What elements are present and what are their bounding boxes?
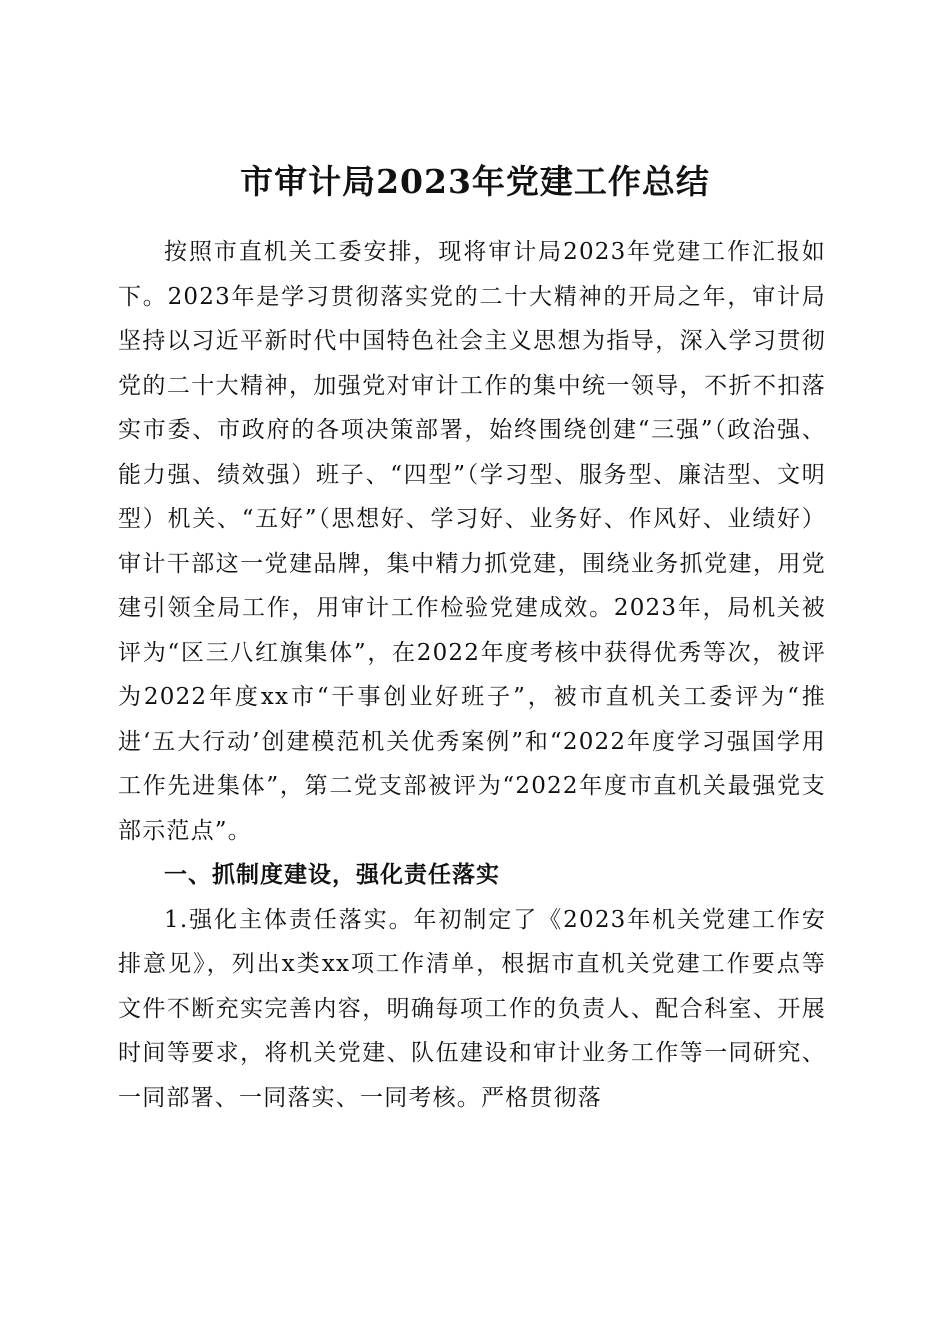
document-body	[118, 230, 826, 1120]
intro-paragraph: 按照市直机关工委安排，现将审计局2023年党建工作汇报如下。2023年是学习贯彻落实党的二十大精神的开局之年，审计局坚持以习近平新时代中国特色社会主义思想为指导，深入学习贯彻党的二十大精神，加强党对审计工作的集中统一领导，不折不扣落实市委、市政府的各项决策部署，始终围绕创建“三强”（政治强、能力强、绩效强）班子、“四型”（学习型、服务型、廉洁型、文明型）机关、“五好”（思想好、学习好、业务好、作风好、业绩好）审计干部这一党建品牌，集中精力抓党建，围绕业务抓党建，用党建引领全局工作，用审计工作检验党建成效。2023年，局机关被评为“区三八红旗集体”，在2022年度考核中获得优秀等次，被评为2022年度xx市“干事创业好班子”，被市直机关工委评为“推进‘五大行动’创建模范机关优秀案例”和“2022年度学习强国学用工作先进集体”，第二党支部被评为“2022年度市直机关最强党支部示范点”。	[118, 239, 826, 844]
document-title: 市审计局2023年党建工作总结	[240, 162, 710, 202]
section-heading: 一、抓制度建设，强化责任落实	[164, 862, 500, 888]
section-item-paragraph: 1.强化主体责任落实。年初制定了《2023年机关党建工作安排意见》，列出x类xx项工作清单，根据市直机关党建工作要点等文件不断充实完善内容，明确每项工作的负责人、配合科室、开展时间等要求，将机关党建、队伍建设和审计业务工作等一同研究、一同部署、一同落实、一同考核。严格贯彻落	[118, 906, 826, 1111]
